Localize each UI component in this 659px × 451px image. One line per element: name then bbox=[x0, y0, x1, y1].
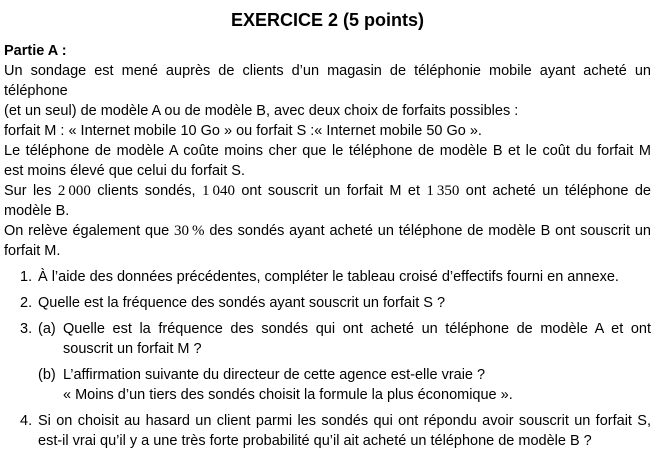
question-3b-body bbox=[63, 365, 651, 405]
text-segment: (et un seul) de modèle A ou de modèle B, avec deux choix de forfaits possibles : bbox=[4, 103, 519, 119]
text-segment: forfait M. bbox=[4, 243, 61, 259]
text-line bbox=[63, 319, 651, 339]
text-segment: clients sondés, bbox=[90, 183, 202, 199]
text-segment: est moins élevé que celui du forfait S. bbox=[4, 163, 245, 179]
text-segment: Sur les bbox=[4, 183, 58, 199]
text-line bbox=[38, 431, 651, 451]
question-3b-number: (b) bbox=[38, 367, 56, 383]
question-2-number: 2. bbox=[20, 295, 33, 311]
text-line bbox=[4, 141, 651, 161]
question-2-body bbox=[38, 293, 651, 313]
text-segment: est-il vrai qu’il y a une très forte probabilité qu’il ait acheté un téléphone de modèle B ? bbox=[38, 433, 592, 449]
question-2 bbox=[4, 293, 651, 313]
text-line bbox=[4, 121, 651, 141]
text-line bbox=[63, 385, 651, 405]
question-1-body bbox=[38, 267, 651, 287]
text-segment: ont acheté un téléphone de bbox=[459, 183, 651, 199]
page-title: EXERCICE 2 (5 points) bbox=[230, 10, 425, 30]
text-line bbox=[4, 221, 651, 241]
text-segment: souscrit un forfait M ? bbox=[63, 341, 202, 357]
question-3 bbox=[4, 319, 651, 405]
text-segment: forfait M : « Internet mobile 10 Go » ou forfait S :« Internet mobile 50 Go ». bbox=[4, 123, 482, 139]
question-4 bbox=[4, 411, 651, 451]
text-line bbox=[4, 181, 651, 201]
question-3-body bbox=[38, 319, 651, 405]
part-heading: Partie A : bbox=[4, 43, 67, 59]
question-3-number: 3. bbox=[20, 321, 33, 337]
math-number: 1 350 bbox=[426, 183, 460, 199]
text-line bbox=[4, 61, 651, 101]
question-3a bbox=[38, 319, 651, 359]
math-number: 1 040 bbox=[201, 183, 235, 199]
question-list bbox=[4, 267, 651, 451]
question-4-number: 4. bbox=[20, 413, 33, 429]
text-line bbox=[4, 161, 651, 181]
text-line bbox=[4, 241, 651, 261]
question-3b bbox=[38, 365, 651, 405]
text-segment: modèle B. bbox=[4, 203, 70, 219]
text-line bbox=[63, 339, 651, 359]
text-segment: À l’aide des données précédentes, compléter le tableau croisé d’effectifs fourni en annexe. bbox=[38, 269, 619, 285]
text-line bbox=[38, 267, 651, 287]
intro-text bbox=[4, 61, 651, 261]
question-3a-number: (a) bbox=[38, 321, 56, 337]
question-1-number: 1. bbox=[20, 269, 33, 285]
text-segment: L’affirmation suivante du directeur de cette agence est-elle vraie ? bbox=[63, 367, 486, 383]
question-4-body bbox=[38, 411, 651, 451]
text-segment: Si on choisit au hasard un client parmi les sondés qui ont répondu avoir souscrit un forfait S, bbox=[38, 413, 651, 429]
text-segment: Quelle est la fréquence des sondés ayant souscrit un forfait S ? bbox=[38, 295, 446, 311]
text-line bbox=[38, 293, 651, 313]
text-line bbox=[4, 101, 651, 121]
text-segment: Quelle est la fréquence des sondés qui ont acheté un téléphone de modèle A et ont bbox=[63, 321, 651, 337]
text-line bbox=[63, 365, 651, 385]
text-line bbox=[4, 201, 651, 221]
text-segment: Un sondage est mené auprès de clients d’un magasin de téléphonie mobile ayant acheté un téléphone bbox=[4, 63, 651, 99]
math-number: 2 000 bbox=[57, 183, 91, 199]
text-segment: Le téléphone de modèle A coûte moins cher que le téléphone de modèle B et le coût du forfait M bbox=[4, 143, 651, 159]
text-line bbox=[38, 411, 651, 431]
math-number: 30 % bbox=[174, 223, 205, 239]
text-segment: des sondés ayant acheté un téléphone de modèle B ont souscrit un bbox=[204, 223, 651, 239]
text-segment: ont souscrit un forfait M et bbox=[234, 183, 427, 199]
question-3a-body bbox=[63, 319, 651, 359]
question-1 bbox=[4, 267, 651, 287]
text-segment: « Moins d’un tiers des sondés choisit la formule la plus économique ». bbox=[63, 387, 513, 403]
text-segment: On relève également que bbox=[4, 223, 175, 239]
